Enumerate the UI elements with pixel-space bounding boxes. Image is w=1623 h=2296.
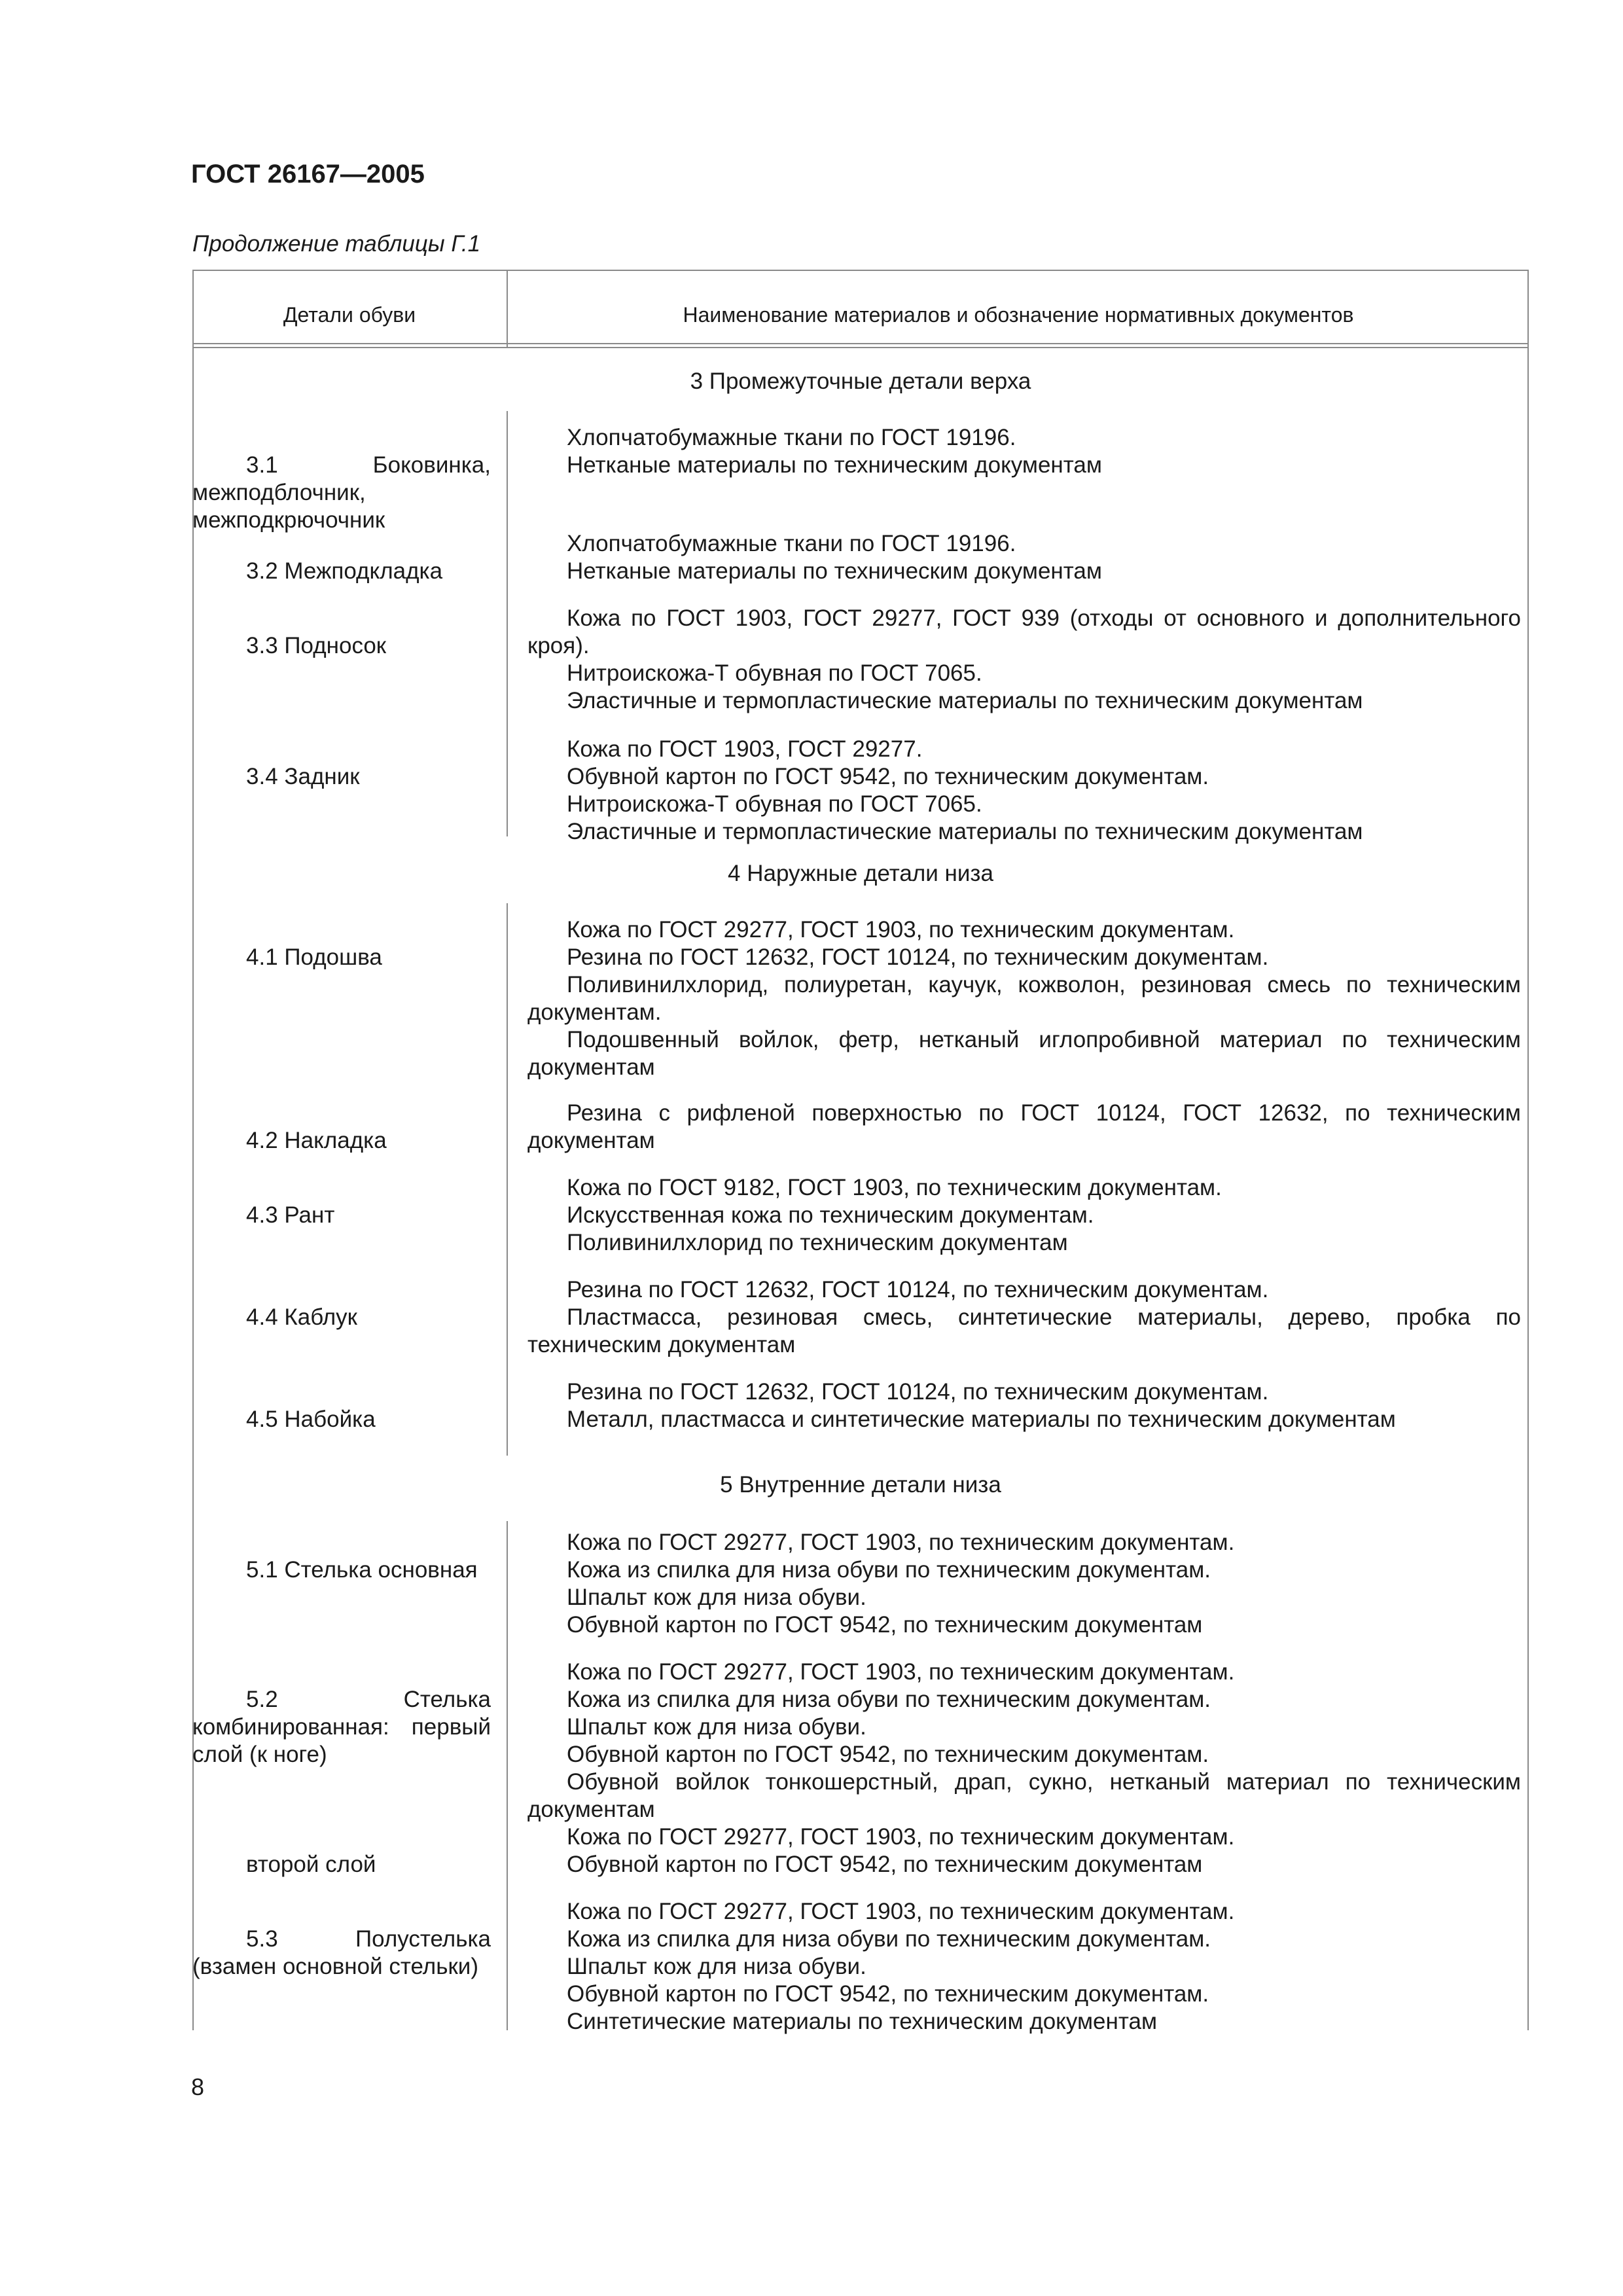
material-line: Кожа по ГОСТ 29277, ГОСТ 1903, по техническим документам.	[567, 1824, 1235, 1850]
material-line: Шпальт кож для низа обуви.	[567, 1714, 866, 1740]
material-line: Кожа по ГОСТ 29277, ГОСТ 1903, по техническим документам.	[567, 1659, 1235, 1685]
materials-cell	[527, 916, 1521, 1081]
material-line: Нитроискожа-Т обувная по ГОСТ 7065.	[567, 660, 982, 686]
part-cell	[192, 1100, 491, 1182]
part-label: 3.2 Межподкладка	[246, 558, 443, 584]
material-line: Эластичные и термопластические материалы по техническим документам	[567, 688, 1363, 713]
material-line: Эластичные и термопластические материалы по техническим документам	[567, 819, 1363, 844]
column-header-materials: Наименование материалов и обозначение нормативных документов	[683, 302, 1354, 327]
column-divider-section-5	[507, 1521, 508, 2030]
material-line: Шпальт кож для низа обуви.	[567, 1954, 866, 1979]
material-line: Обувной картон по ГОСТ 9542, по техническим документам.	[567, 1742, 1209, 1767]
column-divider-section-4	[507, 903, 508, 1456]
material-line: Хлопчатобумажные ткани по ГОСТ 19196.	[567, 531, 1016, 556]
part-cell	[192, 530, 491, 613]
material-line: Обувной картон по ГОСТ 9542, по техническим документам.	[567, 764, 1209, 789]
part-label: 4.2 Накладка	[246, 1128, 387, 1153]
material-line: Обувной войлок тонкошерстный, драп, сукно, нетканый материал по техническим документам	[527, 1769, 1521, 1822]
part-label: 4.1 Подошва	[246, 944, 382, 970]
material-line: Пластмасса, резиновая смесь, синтетические материалы, дерево, пробка по техническим документам	[527, 1304, 1521, 1357]
part-label: 3.1 Боковинка, межподблочник, межподкрючочник	[192, 452, 491, 533]
material-line: Металл, пластмасса и синтетические материалы по техническим документам	[567, 1407, 1396, 1432]
table-top-border	[192, 270, 1529, 271]
part-cell	[192, 1659, 491, 1796]
material-line: Кожа по ГОСТ 29277, ГОСТ 1903, по техническим документам.	[567, 917, 1235, 942]
material-line: Искусственная кожа по техническим документам.	[567, 1202, 1094, 1228]
header-divider-bottom	[192, 347, 1529, 348]
materials-cell	[527, 1529, 1521, 1639]
material-line: Кожа из спилка для низа обуви по техническим документам.	[567, 1557, 1211, 1583]
material-line: Обувной картон по ГОСТ 9542, по техническим документам.	[567, 1981, 1209, 2007]
material-line: Кожа по ГОСТ 29277, ГОСТ 1903, по техническим документам.	[567, 1899, 1235, 1924]
materials-cell	[527, 424, 1521, 479]
part-cell	[192, 1378, 491, 1461]
part-cell	[192, 1898, 491, 2008]
part-cell	[192, 1174, 491, 1257]
section-title: 5 Внутренние детали низа	[720, 1472, 1001, 1498]
part-cell	[192, 1276, 491, 1359]
material-line: Резина по ГОСТ 12632, ГОСТ 10124, по техническим документам.	[567, 1379, 1269, 1405]
part-cell	[192, 736, 491, 818]
material-line: Нитроискожа-Т обувная по ГОСТ 7065.	[567, 791, 982, 817]
part-label: 5.2 Стелька комбинированная: первый слой (к ноге)	[192, 1687, 491, 1767]
materials-cell	[527, 605, 1521, 715]
material-line: Шпальт кож для низа обуви.	[567, 1585, 866, 1610]
part-label: второй слой	[246, 1852, 376, 1877]
material-line: Обувной картон по ГОСТ 9542, по техническим документам	[567, 1612, 1203, 1638]
materials-cell	[527, 1659, 1521, 1823]
part-cell	[192, 1823, 491, 1906]
page-number: 8	[191, 2073, 205, 2100]
material-line: Кожа по ГОСТ 1903, ГОСТ 29277.	[567, 736, 923, 762]
material-line: Нетканые материалы по техническим документам	[567, 452, 1102, 478]
section-title: 4 Наружные детали низа	[728, 861, 993, 886]
materials-table	[192, 270, 1529, 2034]
part-label: 3.4 Задник	[246, 764, 360, 789]
materials-cell	[527, 1100, 1521, 1155]
materials-cell	[527, 1823, 1521, 1878]
material-line: Кожа из спилка для низа обуви по техническим документам.	[567, 1926, 1211, 1952]
materials-cell	[527, 1898, 1521, 2036]
column-divider-section-3	[507, 411, 508, 836]
material-line: Обувной картон по ГОСТ 9542, по техническим документам	[567, 1852, 1203, 1877]
column-header-parts: Детали обуви	[283, 302, 416, 327]
material-line: Подошвенный войлок, фетр, нетканый иглопробивной материал по техническим документам	[527, 1027, 1521, 1080]
materials-cell	[527, 1276, 1521, 1359]
material-line: Резина с рифленой поверхностью по ГОСТ 10124, ГОСТ 12632, по техническим документам	[527, 1100, 1521, 1153]
table-caption: Продолжение таблицы Г.1	[192, 231, 481, 257]
part-label: 4.4 Каблук	[246, 1304, 357, 1330]
part-cell	[192, 605, 491, 687]
material-line: Хлопчатобумажные ткани по ГОСТ 19196.	[567, 425, 1016, 450]
table-right-border	[1527, 270, 1529, 2030]
section-title: 3 Промежуточные детали верха	[690, 368, 1031, 394]
material-line: Синтетические материалы по техническим документам	[567, 2009, 1158, 2034]
materials-cell	[527, 736, 1521, 846]
materials-cell	[527, 1378, 1521, 1433]
part-label: 4.5 Набойка	[246, 1407, 376, 1432]
part-label: 3.3 Подносок	[246, 633, 387, 658]
materials-cell	[527, 1174, 1521, 1257]
part-label: 4.3 Рант	[246, 1202, 335, 1228]
material-line: Кожа по ГОСТ 9182, ГОСТ 1903, по техническим документам.	[567, 1175, 1222, 1200]
material-line: Кожа по ГОСТ 29277, ГОСТ 1903, по техническим документам.	[567, 1530, 1235, 1555]
materials-cell	[527, 530, 1521, 585]
material-line: Поливинилхлорид по техническим документам	[567, 1230, 1068, 1255]
material-line: Нетканые материалы по техническим документам	[567, 558, 1102, 584]
document-title: ГОСТ 26167—2005	[191, 160, 425, 188]
part-label: 5.1 Стелька основная	[246, 1557, 478, 1583]
material-line: Кожа из спилка для низа обуви по техническим документам.	[567, 1687, 1211, 1712]
material-line: Поливинилхлорид, полиуретан, каучук, кожволон, резиновая смесь по техническим документам.	[527, 972, 1521, 1025]
part-label: 5.3 Полустелька (взамен основной стельки)	[192, 1926, 491, 1979]
material-line: Резина по ГОСТ 12632, ГОСТ 10124, по техническим документам.	[567, 944, 1269, 970]
material-line: Кожа по ГОСТ 1903, ГОСТ 29277, ГОСТ 939 (отходы от основного и дополнительного кроя).	[527, 605, 1521, 658]
part-cell	[192, 1529, 491, 1611]
part-cell	[192, 916, 491, 999]
material-line: Резина по ГОСТ 12632, ГОСТ 10124, по техническим документам.	[567, 1277, 1269, 1302]
